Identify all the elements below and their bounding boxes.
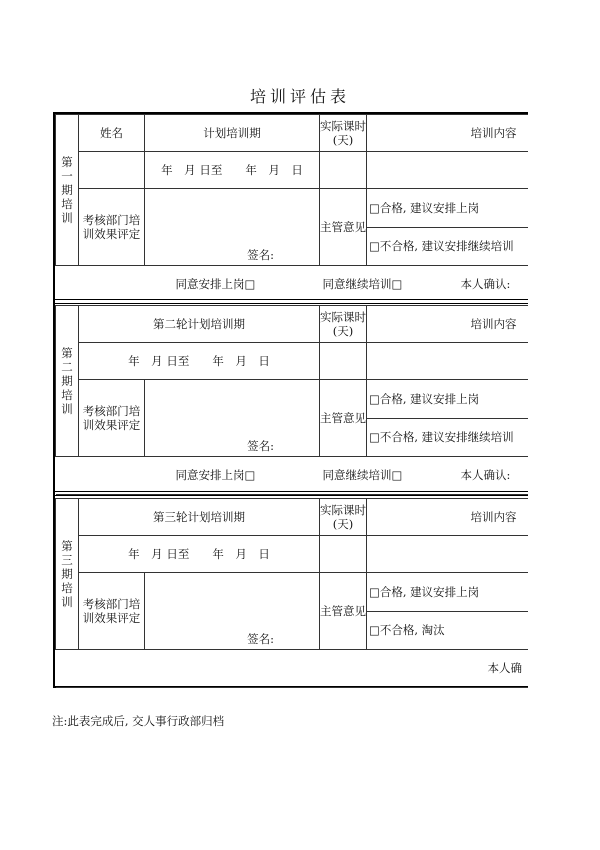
agree-post-option[interactable]: 同意安排上岗□ <box>175 277 256 291</box>
footer-note: 注:此表完成后, 交人事行政部归档 <box>52 714 225 728</box>
fail-option[interactable]: □不合格, 建议安排继续培训 <box>367 227 529 266</box>
confirm-row <box>56 457 529 495</box>
self-confirm-label: 本人确 <box>487 661 522 675</box>
training-content-label: 培训内容 <box>367 306 529 343</box>
actual-hours-field[interactable] <box>320 152 367 189</box>
section-label: 第二期培训 <box>56 306 79 457</box>
form-title: 培训评估表 <box>249 87 350 106</box>
sign-label: 签名: <box>247 632 274 646</box>
actual-hours-label: 实际课时(天) <box>320 499 367 536</box>
training-block-1 <box>55 114 528 304</box>
confirm-row <box>56 650 529 688</box>
sign-label: 签名: <box>247 248 274 262</box>
fail-option[interactable]: □不合格, 淘汰 <box>367 611 529 650</box>
review-label: 考核部门培训效果评定 <box>79 380 145 457</box>
sign-label: 签名: <box>247 439 274 453</box>
training-content-field[interactable] <box>367 536 529 573</box>
actual-hours-field[interactable] <box>320 536 367 573</box>
review-area[interactable] <box>145 573 320 650</box>
block-separator <box>55 491 528 496</box>
training-content-label: 培训内容 <box>367 115 529 152</box>
pass-option[interactable]: □合格, 建议安排上岗 <box>367 380 529 419</box>
self-confirm-label: 本人确认: <box>460 277 511 291</box>
date-range[interactable]: 年 月 日至 年 月 日 <box>145 152 320 189</box>
name-label: 姓名 <box>79 115 145 152</box>
planned-period-label: 第三轮计划培训期 <box>79 499 320 536</box>
agree-continue-option[interactable]: 同意继续培训□ <box>322 277 403 291</box>
actual-hours-field[interactable] <box>320 343 367 380</box>
block-separator <box>55 299 528 304</box>
supervisor-label: 主管意见 <box>320 189 367 266</box>
review-label: 考核部门培训效果评定 <box>79 189 145 266</box>
section-label: 第三期培训 <box>56 499 79 650</box>
training-block-2 <box>55 305 528 495</box>
actual-hours-label: 实际课时(天) <box>320 306 367 343</box>
confirm-row <box>56 266 529 304</box>
date-range[interactable]: 年 月 日至 年 月 日 <box>79 343 320 380</box>
pass-option[interactable]: □合格, 建议安排上岗 <box>367 189 529 228</box>
agree-post-option[interactable]: 同意安排上岗□ <box>175 468 256 482</box>
review-label: 考核部门培训效果评定 <box>79 573 145 650</box>
training-block-3 <box>55 498 528 688</box>
training-content-label: 培训内容 <box>367 499 529 536</box>
supervisor-label: 主管意见 <box>320 573 367 650</box>
training-content-field[interactable] <box>367 152 529 189</box>
review-area[interactable] <box>145 380 320 457</box>
pass-option[interactable]: □合格, 建议安排上岗 <box>367 573 529 612</box>
date-range[interactable]: 年 月 日至 年 月 日 <box>79 536 320 573</box>
name-field[interactable] <box>79 152 145 189</box>
section-label: 第一期培训 <box>56 115 79 266</box>
training-content-field[interactable] <box>367 343 529 380</box>
supervisor-label: 主管意见 <box>320 380 367 457</box>
actual-hours-label: 实际课时(天) <box>320 115 367 152</box>
evaluation-form <box>53 112 528 688</box>
self-confirm-label: 本人确认: <box>460 468 511 482</box>
planned-period-label: 计划培训期 <box>145 115 320 152</box>
review-area[interactable] <box>145 189 320 266</box>
fail-option[interactable]: □不合格, 建议安排继续培训 <box>367 418 529 457</box>
planned-period-label: 第二轮计划培训期 <box>79 306 320 343</box>
agree-continue-option[interactable]: 同意继续培训□ <box>322 468 403 482</box>
